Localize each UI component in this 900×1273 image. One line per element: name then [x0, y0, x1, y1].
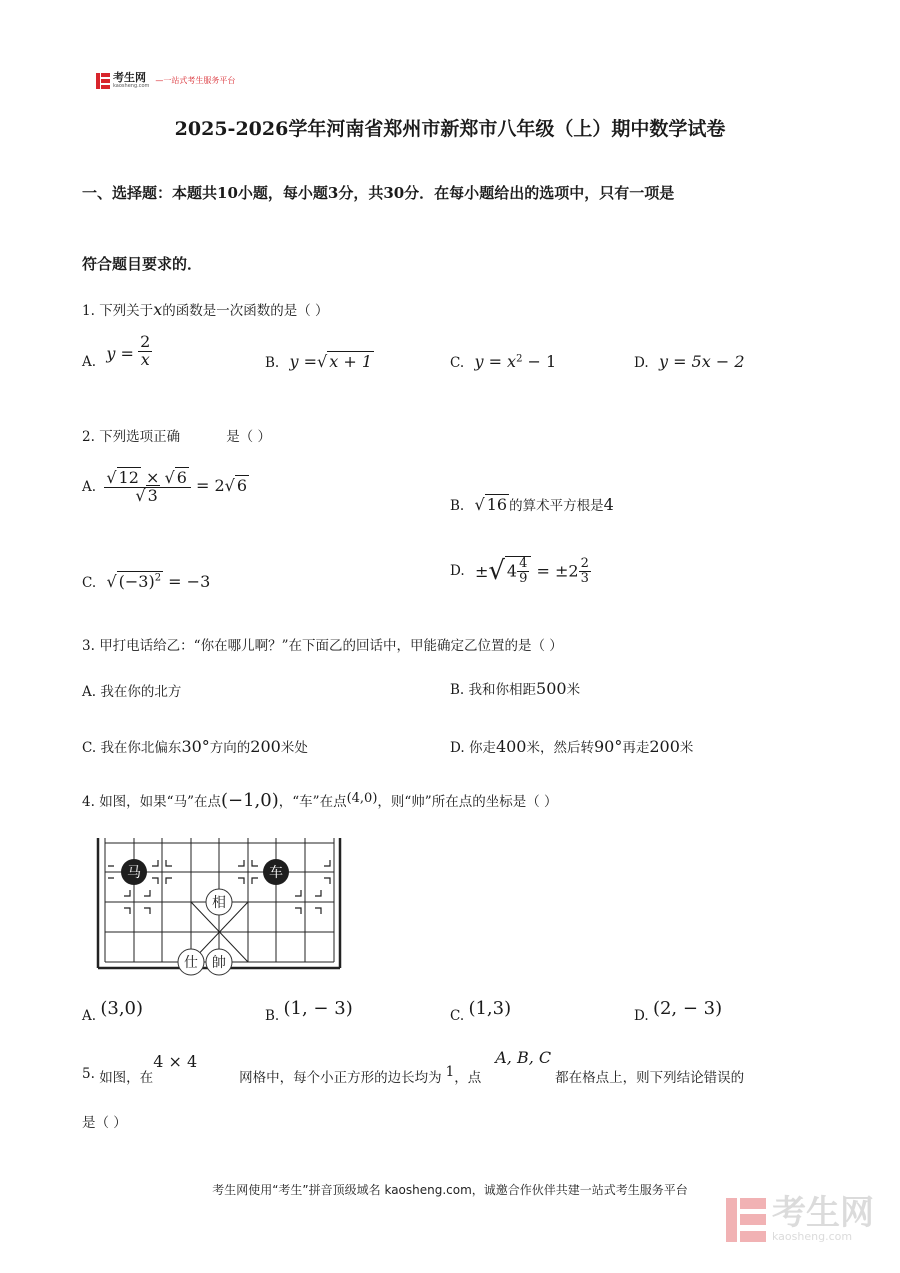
chess-piece-shuai — [206, 949, 232, 975]
svg-text:马: 马 — [127, 865, 141, 881]
q3-option-d[interactable]: D. 你走400米，然后转90°再走200米 — [450, 737, 694, 756]
q2-option-d[interactable]: D. ±√ 4 $\frac{4}{9}$ = ±2 $\frac{2}{3}$ — [450, 555, 589, 586]
logo-slogan: —一站式考生服务平台 — [155, 76, 236, 85]
logo-name: 考生网 — [113, 71, 146, 84]
chess-piece-xiang — [206, 889, 232, 915]
q4-option-b[interactable]: B. (1, − 3) — [265, 998, 353, 1024]
chess-board-figure — [94, 838, 346, 978]
q1-option-d[interactable]: D. y = 5x − 2 — [634, 352, 745, 371]
svg-text:帥: 帥 — [212, 955, 226, 971]
page-title: 2025-2026学年河南省郑州市新郑市八年级（上）期中数学试卷 — [174, 118, 726, 140]
q1-option-c[interactable]: C. $y = x^2 - 1$ — [450, 352, 557, 371]
q1-option-a[interactable]: A. y = $\frac{2}{x}$ — [82, 332, 151, 370]
q2-option-c[interactable]: C. √ $(-3)^2 = -3$ — [82, 572, 211, 591]
section-heading-line1: 一、选择题：本题共10小题，每小题3分，共30分．在每小题给出的选项中，只有一项是 — [82, 184, 675, 202]
q3-option-a[interactable]: A. 我在你的北方 — [82, 684, 182, 700]
q4-option-d[interactable]: D. (2, − 3) — [634, 998, 723, 1024]
page-footer: 考生网使用“考生”拼音顶级域名 kaosheng.com，诚邀合作伙伴共建一站式考生服务平台 — [212, 1183, 688, 1197]
question-5-stem: 5. 如图，在4 × 4网格中，每个小正方形的边长均为 1，点A, B, C都在格点上，则下列结论错误的 — [82, 1048, 745, 1086]
svg-text:车: 车 — [269, 865, 283, 881]
q3-option-b[interactable]: B. 我和你相距500米 — [450, 679, 581, 698]
question-2-stem: 2. 下列选项正确 是（ ） — [82, 429, 271, 445]
section-heading-line2: 符合题目要求的． — [82, 255, 203, 273]
site-logo — [96, 72, 235, 89]
watermark-domain: kaosheng.com — [772, 1230, 853, 1243]
q4-option-a[interactable]: A. (3,0) — [82, 998, 144, 1024]
question-5-stem-cont: 是（ ） — [82, 1115, 127, 1131]
q2-option-a[interactable]: A. $\frac{√ 12 \times √ 6}{√ 3}$ = 2√ 6 — [82, 468, 248, 505]
svg-text:相: 相 — [212, 895, 226, 911]
watermark-logo — [726, 1193, 874, 1243]
chess-piece-shi — [178, 949, 204, 975]
chess-piece-che — [263, 859, 289, 885]
watermark-icon — [726, 1198, 766, 1242]
question-1-stem: 1. 下列关于x的函数是一次函数的是（ ） — [82, 300, 329, 319]
question-4-stem: 4. 如图，如果“马”在点(−1,0)，“车”在点(4,0)，则“帅”所在点的坐标是（ ） — [82, 790, 558, 811]
q2-option-b[interactable]: B. √ 16 的算术平方根是4 — [450, 495, 614, 514]
logo-domain: kaosheng.com — [113, 83, 150, 89]
q3-option-c[interactable]: C. 我在你北偏东30°方向的200米处 — [82, 737, 308, 756]
q4-option-c[interactable]: C. (1,3) — [450, 998, 512, 1024]
q1-option-b[interactable]: B. y =√ x + 1 — [265, 352, 373, 371]
question-3-stem: 3. 甲打电话给乙：“你在哪儿啊？”在下面乙的回话中，甲能确定乙位置的是（ ） — [82, 638, 563, 654]
watermark-name: 考生网 — [772, 1193, 874, 1233]
svg-text:仕: 仕 — [184, 955, 198, 971]
chess-piece-ma — [121, 859, 147, 885]
logo-icon — [96, 73, 110, 89]
